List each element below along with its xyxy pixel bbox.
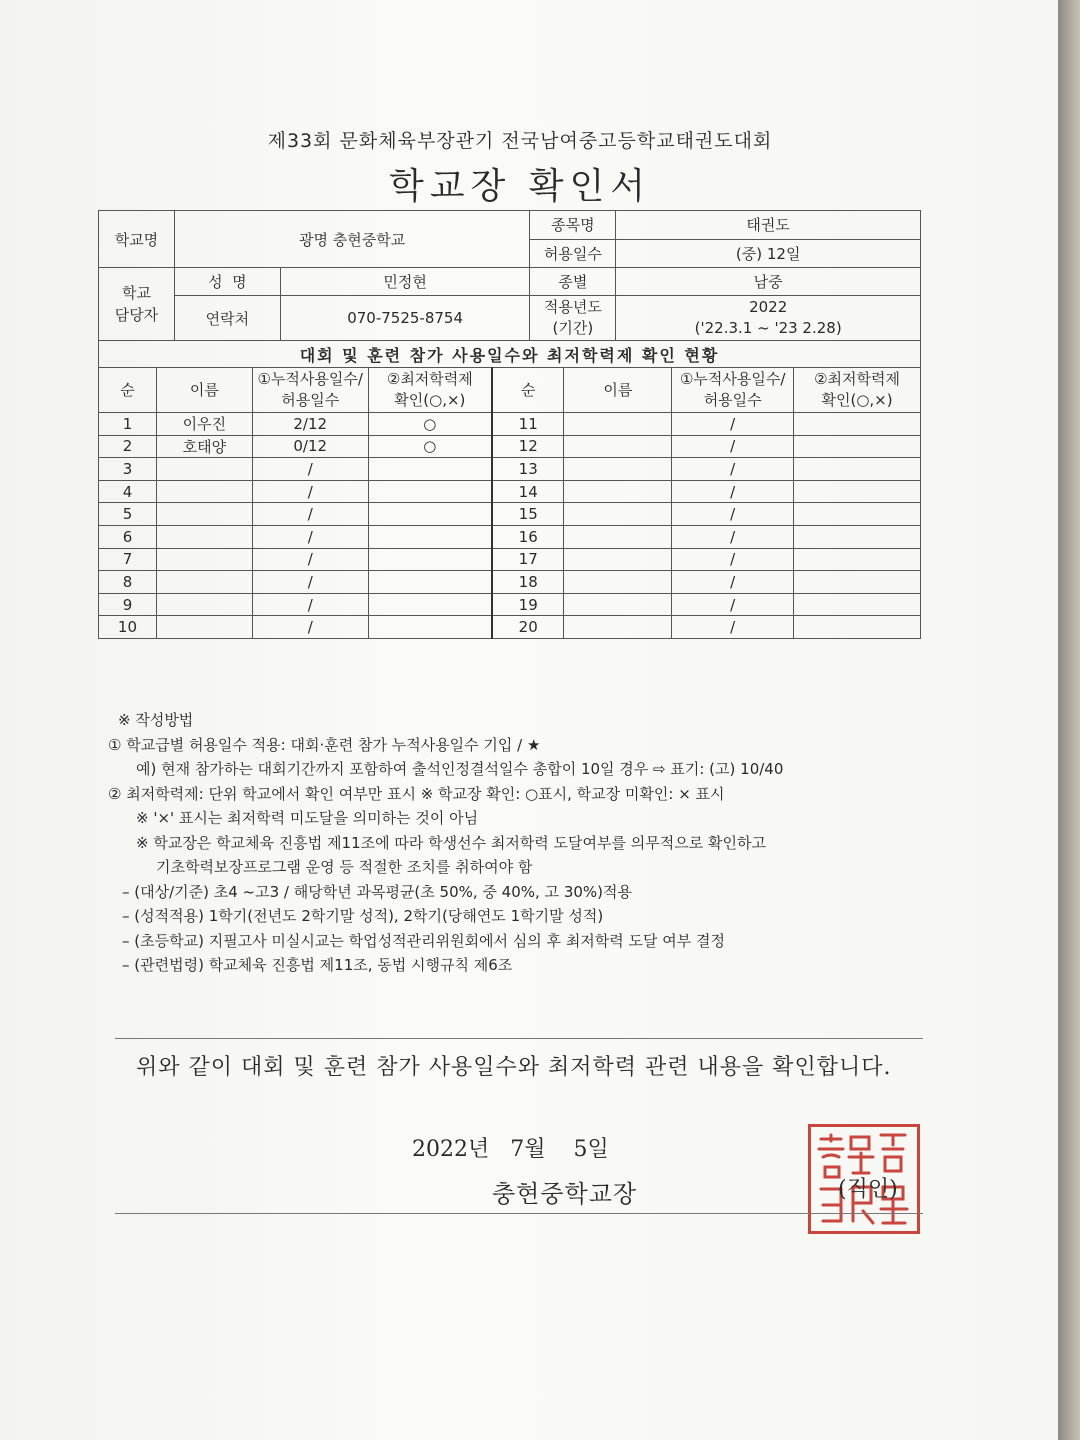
- table-row: [99, 616, 921, 639]
- student-name-right: [564, 435, 672, 458]
- days-used-right: /: [672, 458, 794, 481]
- student-name: [156, 458, 252, 481]
- col-days-header-right: ①누적사용일수/ 허용일수: [672, 368, 794, 413]
- row-number: 9: [99, 593, 157, 616]
- staff-name-label: 성 명: [174, 268, 280, 296]
- contact-value: 070-7525-8754: [280, 296, 530, 341]
- days-used-right: /: [672, 593, 794, 616]
- row-number-right: 11: [492, 413, 564, 436]
- student-name: [156, 525, 252, 548]
- academic-check: [368, 593, 492, 616]
- student-name: [156, 593, 252, 616]
- academic-check-right: [794, 435, 921, 458]
- days-used: /: [252, 525, 368, 548]
- table-row: [99, 413, 921, 436]
- detail-4: – (관련법령) 학교체육 진흥법 제11조, 동법 시행규칙 제6조: [122, 956, 513, 974]
- student-name: 이우진: [156, 413, 252, 436]
- staff-label: 학교 담당자: [99, 268, 175, 341]
- academic-check-right: [794, 593, 921, 616]
- student-name-right: [564, 503, 672, 526]
- academic-check-right: [794, 525, 921, 548]
- student-name: 호태양: [156, 435, 252, 458]
- days-used: 2/12: [252, 413, 368, 436]
- student-name-right: [564, 593, 672, 616]
- academic-check: [368, 525, 492, 548]
- days-used-right: /: [672, 616, 794, 639]
- confirmation-date: 2022년 7월 5일: [412, 1137, 609, 1162]
- row-number-right: 19: [492, 593, 564, 616]
- note-1-example: 예) 현재 참가하는 대회기간까지 포함하여 출석인정결석일수 총합이 10일 경우 ⇨ 표기: (고) 10/40: [136, 760, 784, 778]
- row-number-right: 18: [492, 571, 564, 594]
- event-label: 종목명: [530, 211, 616, 240]
- period-value: [616, 296, 921, 341]
- academic-check-right: [794, 503, 921, 526]
- table-row: [99, 458, 921, 481]
- academic-check: ○: [368, 413, 492, 436]
- student-name: [156, 616, 252, 639]
- days-used: /: [252, 480, 368, 503]
- detail-3: – (초등학교) 지필고사 미실시교는 학업성적관리위원회에서 심의 후 최저학력 도달 여부 결정: [122, 931, 726, 950]
- row-number-right: 16: [492, 525, 564, 548]
- school-name-value: 광명 충현중학교: [174, 211, 530, 268]
- table-row: [99, 503, 921, 526]
- student-name-right: [564, 413, 672, 436]
- row-number: 5: [99, 503, 157, 526]
- table-row: [99, 593, 921, 616]
- row-number: 2: [99, 435, 157, 458]
- academic-check: [368, 458, 492, 481]
- note-2-b: ※ 학교장은 학교체육 진흥법 제11조에 따라 학생선수 최저학력 도달여부를 의무적으로 확인하고: [136, 833, 766, 852]
- table-row: [99, 525, 921, 548]
- academic-check: [368, 616, 492, 639]
- contact-label: 연락처: [174, 296, 280, 341]
- days-used-right: /: [672, 525, 794, 548]
- table-row: [99, 435, 921, 458]
- col-no-header-right: 순: [492, 368, 564, 413]
- divider-bottom: [115, 1213, 923, 1214]
- row-number-right: 12: [492, 435, 564, 458]
- days-used: /: [252, 571, 368, 594]
- info-table: [98, 210, 921, 341]
- row-number: 1: [99, 413, 157, 436]
- student-name-right: [564, 458, 672, 481]
- row-number-right: 13: [492, 458, 564, 481]
- row-number-right: 14: [492, 480, 564, 503]
- status-table: [98, 340, 921, 639]
- principal-title: 충현중학교장: [492, 1180, 638, 1208]
- period-label: 적용년도 (기간): [530, 296, 616, 341]
- notes-heading: ※ 작성방법: [118, 711, 194, 729]
- row-number: 7: [99, 548, 157, 571]
- detail-1: – (대상/기준) 초4 ~고3 / 해당학년 과목평균(초 50%, 중 40%, 고 30%)적용: [122, 882, 632, 901]
- academic-check: [368, 503, 492, 526]
- table-row: [99, 571, 921, 594]
- student-name-right: [564, 616, 672, 639]
- academic-check-right: [794, 548, 921, 571]
- table-row: [99, 548, 921, 571]
- student-name-right: [564, 571, 672, 594]
- days-used-right: /: [672, 503, 794, 526]
- row-number-right: 17: [492, 548, 564, 571]
- col-name-header-right: 이름: [564, 368, 672, 413]
- student-name-right: [564, 548, 672, 571]
- status-heading: 대회 및 훈련 참가 사용일수와 최저학력제 확인 현황: [99, 341, 921, 368]
- student-name: [156, 503, 252, 526]
- allowed-days-value: (중) 12일: [616, 239, 921, 268]
- background-edge: [1058, 0, 1080, 1440]
- event-value: 태권도: [616, 211, 921, 240]
- days-used-right: /: [672, 435, 794, 458]
- days-used: /: [252, 503, 368, 526]
- student-name: [156, 571, 252, 594]
- days-used-right: /: [672, 480, 794, 503]
- academic-check: [368, 571, 492, 594]
- days-used-right: /: [672, 548, 794, 571]
- writing-instructions: [108, 708, 938, 978]
- academic-check: [368, 548, 492, 571]
- table-row: [99, 480, 921, 503]
- row-number-right: 20: [492, 616, 564, 639]
- seal-label: (직인): [838, 1177, 898, 1202]
- col-days-header: ①누적사용일수/ 허용일수: [252, 368, 368, 413]
- school-name-label: 학교명: [99, 211, 175, 268]
- category-label: 종별: [530, 268, 616, 296]
- academic-check-right: [794, 616, 921, 639]
- student-name-right: [564, 525, 672, 548]
- detail-2: – (성적적용) 1학기(전년도 2학기말 성적), 2학기(당해연도 1학기말 성적): [122, 907, 604, 925]
- note-2: ② 최저학력제: 단위 학교에서 확인 여부만 표시 ※ 학교장 확인: ○표시, 학교장 미확인: × 표시: [108, 784, 725, 803]
- days-used-right: /: [672, 571, 794, 594]
- note-1: ① 학교급별 허용일수 적용: 대회·훈련 참가 누적사용일수 기입 / ★: [108, 735, 541, 754]
- days-used: 0/12: [252, 435, 368, 458]
- days-used: /: [252, 593, 368, 616]
- confirmation-statement: 위와 같이 대회 및 훈련 참가 사용일수와 최저학력 관련 내용을 확인합니다.: [136, 1055, 892, 1080]
- row-number: 10: [99, 616, 157, 639]
- days-used: /: [252, 548, 368, 571]
- days-used: /: [252, 616, 368, 639]
- divider-top: [115, 1038, 923, 1039]
- col-check-header-right: ②최저학력제 확인(○,×): [794, 368, 921, 413]
- col-check-header: ②최저학력제 확인(○,×): [368, 368, 492, 413]
- status-column-header: [99, 368, 921, 413]
- period-range: ('22.3.1 ~ '23 2.28): [694, 319, 842, 337]
- document-title: 학교장 확인서: [388, 166, 652, 207]
- row-number: 4: [99, 480, 157, 503]
- days-used-right: /: [672, 413, 794, 436]
- staff-name-value: 민정현: [280, 268, 530, 296]
- student-name: [156, 480, 252, 503]
- note-2-a: ※ '×' 표시는 최저학력 미도달을 의미하는 것이 아님: [136, 809, 479, 827]
- period-year: 2022: [749, 298, 788, 316]
- student-name-right: [564, 480, 672, 503]
- academic-check-right: [794, 571, 921, 594]
- academic-check-right: [794, 458, 921, 481]
- academic-check-right: [794, 413, 921, 436]
- student-name: [156, 548, 252, 571]
- row-number: 3: [99, 458, 157, 481]
- note-2-c: 기초학력보장프로그램 운영 등 적절한 조치를 취하여야 함: [156, 858, 533, 876]
- academic-check: ○: [368, 435, 492, 458]
- row-number-right: 15: [492, 503, 564, 526]
- col-name-header: 이름: [156, 368, 252, 413]
- col-no-header: 순: [99, 368, 157, 413]
- allowed-days-label: 허용일수: [530, 239, 616, 268]
- academic-check: [368, 480, 492, 503]
- academic-check-right: [794, 480, 921, 503]
- days-used: /: [252, 458, 368, 481]
- category-value: 남중: [616, 268, 921, 296]
- row-number: 8: [99, 571, 157, 594]
- document-subtitle: 제33회 문화체육부장관기 전국남여중고등학교태권도대회: [267, 130, 773, 152]
- row-number: 6: [99, 525, 157, 548]
